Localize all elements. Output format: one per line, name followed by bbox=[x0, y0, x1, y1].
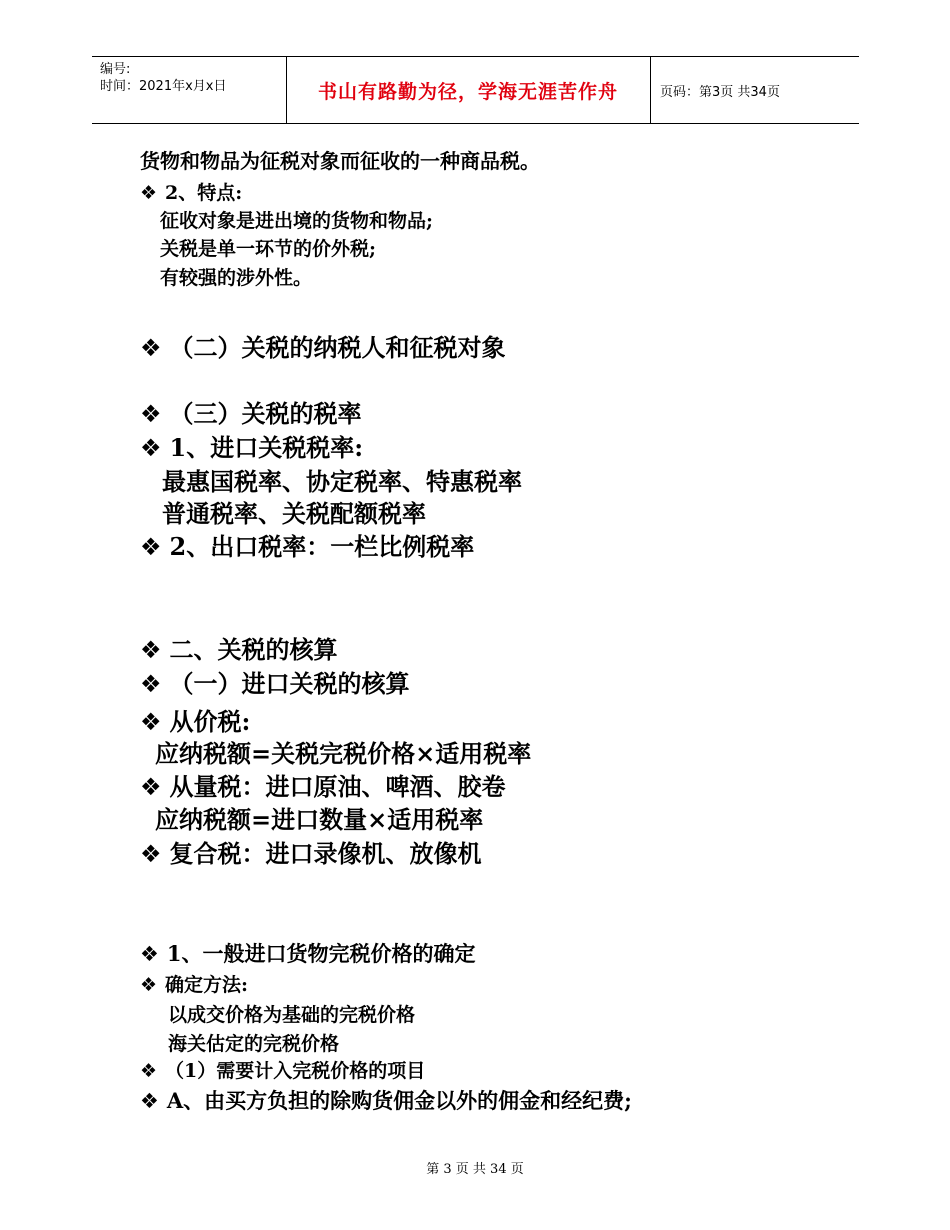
line-text: 二、关税的核算 bbox=[169, 635, 338, 664]
diamond-bullet-icon: ❖ bbox=[140, 636, 162, 664]
text-line bbox=[160, 263, 312, 290]
line-text: A、由买方负担的除购货佣金以外的佣金和经纪费; bbox=[166, 1088, 632, 1113]
line-text: 应纳税额=进口数量×适用税率 bbox=[155, 805, 484, 834]
diamond-bullet-icon: ❖ bbox=[140, 400, 162, 428]
bullet-item bbox=[140, 428, 363, 463]
diamond-bullet-icon: ❖ bbox=[140, 840, 162, 868]
text-line bbox=[155, 734, 531, 769]
diamond-bullet-icon: ❖ bbox=[140, 334, 162, 362]
header-meta bbox=[100, 61, 226, 95]
diamond-bullet-icon: ❖ bbox=[140, 670, 162, 698]
bullet-item bbox=[140, 394, 362, 429]
bullet-item bbox=[140, 664, 410, 699]
bullet-item bbox=[140, 767, 506, 802]
line-text: 2、特点: bbox=[165, 182, 243, 204]
bullet-item bbox=[140, 630, 338, 665]
bullet-item bbox=[140, 328, 506, 363]
bullet-item bbox=[140, 178, 242, 205]
line-text: 确定方法: bbox=[165, 974, 249, 996]
line-text: 普通税率、关税配额税率 bbox=[162, 499, 426, 528]
document-header bbox=[92, 56, 859, 124]
text-line bbox=[160, 206, 433, 233]
text-line bbox=[155, 800, 483, 835]
time-label: 时间：2021年x月x日 bbox=[100, 79, 227, 94]
line-text: （二）关税的纳税人和征税对象 bbox=[169, 333, 506, 362]
header-page-label: 页码：第3页 共34页 bbox=[660, 85, 780, 100]
bullet-item bbox=[140, 1085, 632, 1115]
text-line bbox=[162, 494, 426, 529]
number-label: 编号: bbox=[100, 62, 131, 77]
bullet-item bbox=[140, 834, 482, 869]
line-text: 应纳税额=关税完税价格×适用税率 bbox=[155, 739, 532, 768]
line-text: 最惠国税率、协定税率、特惠税率 bbox=[162, 467, 522, 496]
line-text: 关税是单一环节的价外税; bbox=[160, 238, 377, 260]
bullet-item bbox=[140, 702, 250, 737]
line-text: 2、出口税率：一栏比例税率 bbox=[169, 532, 475, 561]
line-text: 1、一般进口货物完税价格的确定 bbox=[166, 941, 476, 966]
line-text: 从价税: bbox=[169, 707, 251, 736]
line-text: 1、进口关税税率: bbox=[169, 433, 364, 462]
bullet-item bbox=[140, 938, 475, 968]
line-text: 复合税：进口录像机、放像机 bbox=[169, 839, 482, 868]
diamond-bullet-icon: ❖ bbox=[140, 708, 162, 736]
text-line bbox=[140, 145, 540, 174]
line-text: （1）需要计入完税价格的项目 bbox=[165, 1060, 426, 1082]
line-text: 海关估定的完税价格 bbox=[168, 1033, 340, 1055]
diamond-bullet-icon: ❖ bbox=[140, 434, 162, 462]
page-footer: 第 3 页 共 34 页 bbox=[426, 1162, 524, 1177]
line-text: （一）进口关税的核算 bbox=[169, 669, 410, 698]
bullet-item bbox=[140, 970, 248, 997]
line-text: （三）关税的税率 bbox=[169, 399, 362, 428]
line-text: 有较强的涉外性。 bbox=[160, 267, 313, 289]
line-text: 货物和物品为征税对象而征收的一种商品税。 bbox=[140, 149, 540, 173]
diamond-bullet-icon: ❖ bbox=[140, 773, 162, 801]
diamond-bullet-icon: ❖ bbox=[140, 1060, 158, 1082]
diamond-bullet-icon: ❖ bbox=[140, 942, 159, 966]
text-line bbox=[160, 234, 376, 261]
text-line bbox=[168, 1029, 339, 1056]
line-text: 征收对象是进出境的货物和物品; bbox=[160, 210, 434, 232]
diamond-bullet-icon: ❖ bbox=[140, 1089, 159, 1113]
text-line bbox=[168, 1000, 415, 1027]
line-text: 以成交价格为基础的完税价格 bbox=[168, 1004, 416, 1026]
diamond-bullet-icon: ❖ bbox=[140, 533, 162, 561]
line-text: 从量税：进口原油、啤酒、胶卷 bbox=[169, 772, 506, 801]
diamond-bullet-icon: ❖ bbox=[140, 182, 158, 204]
bullet-item bbox=[140, 1056, 425, 1083]
bullet-item bbox=[140, 527, 474, 562]
text-line bbox=[162, 462, 522, 497]
diamond-bullet-icon: ❖ bbox=[140, 974, 158, 996]
header-divider bbox=[650, 57, 651, 123]
header-motto: 书山有路勤为径，学海无涯苦作舟 bbox=[317, 81, 618, 103]
